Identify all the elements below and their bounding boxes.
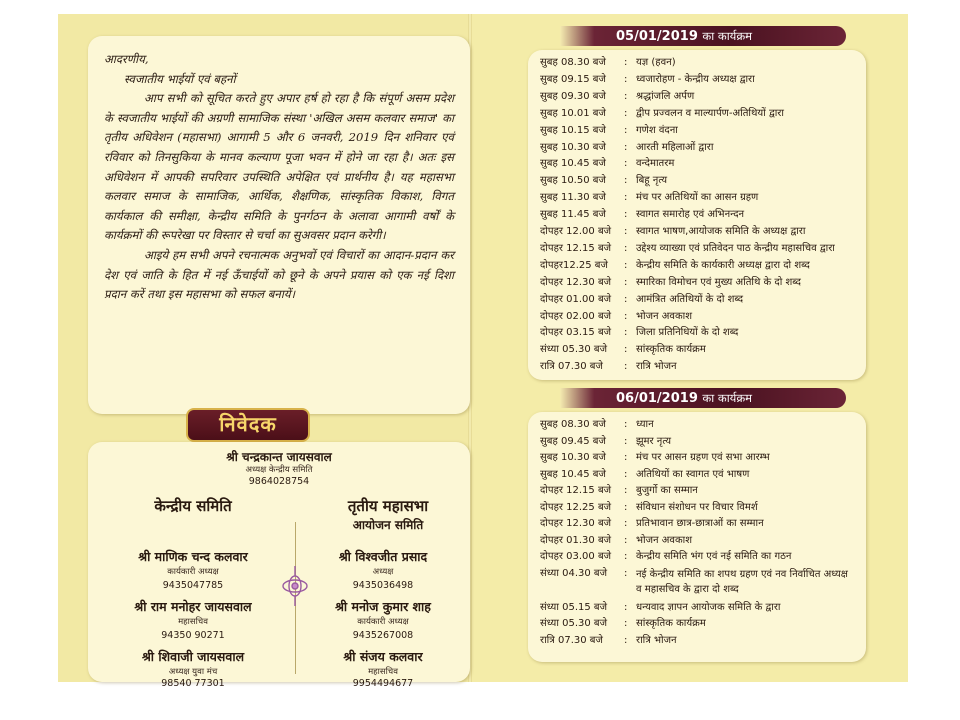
schedule-time: दोपहर 12.30 बजे: [540, 276, 612, 288]
schedule-colon: :: [624, 276, 628, 288]
schedule-colon: :: [624, 293, 628, 305]
schedule-description: स्वागत समारोह एवं अभिनन्दन: [636, 209, 745, 221]
schedule-description: संविधान संशोधन पर विचार विमर्श: [636, 501, 758, 513]
schedule-colon: :: [624, 209, 628, 221]
schedule-description: आरती महिलाओं द्वारा: [636, 141, 714, 153]
member-right-3-phone: 9954494677: [352, 678, 414, 689]
invitation-letter: [88, 36, 470, 414]
schedule-time: सुबह 10.50 बजे: [540, 175, 606, 187]
schedule-time: संध्या 05.30 बजे: [540, 344, 608, 356]
member-right-1-name: श्री विश्वजीत प्रसाद: [338, 549, 428, 564]
schedule-colon: :: [624, 601, 628, 613]
schedule-description: बुजुर्गो का सम्मान: [636, 485, 698, 496]
schedule-colon: :: [624, 192, 628, 204]
schedule-time: सुबह 10.01 बजे: [540, 107, 606, 119]
schedule-description: वन्देमातरम: [636, 158, 675, 170]
member-left-2-phone: 94350 90271: [161, 630, 225, 641]
schedule-time: संध्या 04.30 बजे: [540, 567, 608, 579]
central-committee-heading: केन्द्रीय समिति: [154, 497, 232, 515]
member-left-1-phone: 9435047785: [162, 580, 224, 591]
day2-date: 06/01/2019: [616, 391, 698, 406]
schedule-description: यज्ञ (हवन): [636, 57, 676, 68]
letter-paragraph-1: आप सभी को सूचित करते हुए अपार हर्ष हो रहा है कि संपूर्ण असम प्रदेश के स्वजातीय भाईयों की अग्रणी सामाजिक संस्था 'अखिल असम कलवार समाज' का तृतीय अधिवेशन (महासभा) आगामी 5 और 6 जनवरी, 2019 दिन शनिवार एवं रविवार को तिनसुकिया के मानव कल्याण पूजा भवन में होने जा रहा है। अतः इस अधिवेशन में आपकी सपरिवार उपस्थिति अपेक्षित एवं प्रार्थनीय है। यह महासभा कलवार समाज के सामाजिक, आर्थिक, शैक्षणिक, सांस्कृतिक विकाश, विगत कार्यकाल की समीक्षा, केन्द्रीय समिति के पुनर्गठन के अलावा आगामी वर्षों के कार्यक्रमों की रूपरेखा पर विस्तार से चर्चा का सुअवसर प्रदान करेगी।: [104, 91, 454, 243]
schedule-time: सुबह 10.15 बजे: [540, 124, 606, 136]
schedule-colon: :: [624, 452, 628, 463]
schedule-colon: :: [624, 242, 628, 254]
member-left-1-name: श्री माणिक चन्द कलवार: [138, 549, 248, 564]
member-left-3-name: श्री शिवाजी जायसवाल: [141, 649, 245, 664]
schedule-colon: :: [624, 567, 628, 579]
president-name: श्री चन्द्रकान्त जायसवाल: [226, 450, 332, 464]
schedule-time: रात्रि 07.30 बजे: [540, 361, 603, 373]
schedule-description: सांस्कृतिक कार्यक्रम: [636, 344, 706, 356]
schedule-time: दोपहर 03.15 बजे: [540, 327, 612, 339]
schedule-description: बिहू नृत्य: [636, 175, 668, 187]
schedule-colon: :: [624, 124, 628, 136]
schedule-description: भोजन अवकाश: [636, 534, 693, 546]
schedule-colon: :: [624, 435, 628, 447]
schedule-time: दोपहर 12.15 बजे: [540, 485, 612, 496]
schedule-colon: :: [624, 419, 628, 430]
schedule-time: सुबह 08.30 बजे: [540, 57, 606, 68]
schedule-time: सुबह 08.30 बजे: [540, 419, 606, 430]
schedule-description: नई केन्द्रीय समिति का शपथ ग्रहण एवं नव निर्वाचित अध्यक्ष व महासचिव के द्वारा दो शब्द: [636, 568, 848, 595]
schedule-time: दोपहर 02.00 बजे: [540, 310, 612, 322]
schedule-time: सुबह 10.30 बजे: [540, 452, 606, 463]
schedule-description: धन्यवाद ज्ञापन आयोजक समिति के द्वारा: [636, 601, 781, 613]
schedule-description: ध्वजारोहण - केन्द्रीय अध्यक्ष द्वारा: [636, 73, 755, 85]
schedule-colon: :: [624, 618, 628, 629]
schedule-time: सुबह 09.15 बजे: [540, 73, 606, 85]
schedule-colon: :: [624, 485, 628, 496]
schedule-time: दोपहर 12.25 बजे: [540, 501, 612, 513]
day2-suffix: का कार्यक्रम: [702, 391, 753, 405]
member-right-2-name: श्री मनोज कुमार शाह: [335, 599, 431, 614]
schedule-time: दोपहर12.25 बजे: [540, 259, 608, 271]
schedule-description: स्मारिका विमोचन एवं मुख्य अतिथि के दो शब्द: [636, 276, 801, 288]
schedule-time: दोपहर 12.30 बजे: [540, 518, 612, 529]
schedule-description: केन्द्रीय समिति भंग एवं नई समिति का गठन: [636, 551, 792, 562]
member-right-1-phone: 9435036498: [352, 580, 414, 591]
schedule-time: सुबह 10.30 बजे: [540, 141, 606, 153]
schedule-colon: :: [624, 107, 628, 119]
schedule-description: प्रतिभावान छात्र-छात्राओं का सम्मान: [636, 518, 764, 529]
schedule-time: दोपहर 01.30 बजे: [540, 534, 612, 546]
schedule-description: रात्रि भोजन: [636, 634, 677, 646]
schedule-description: ध्यान: [636, 419, 654, 430]
schedule-description: द्वीप प्रज्वलन व माल्यार्पण-अतिथियों द्वारा: [636, 107, 784, 119]
schedule-description: केन्द्रीय समिति के कार्यकारी अध्यक्ष द्वारा दो शब्द: [636, 259, 810, 271]
schedule-description: झूमर नृत्य: [636, 435, 672, 447]
schedule-colon: :: [624, 634, 628, 646]
president-role: अध्यक्ष केन्द्रीय समिति: [245, 465, 313, 475]
member-right-3-role: महासचिव: [368, 667, 398, 677]
schedule-time: सुबह 11.45 बजे: [540, 209, 606, 221]
day2-header: [560, 388, 846, 408]
schedule-colon: :: [624, 361, 628, 373]
schedule-time: संध्या 05.30 बजे: [540, 618, 608, 629]
member-left-2-name: श्री राम मनोहर जायसवाल: [134, 599, 252, 614]
schedule-time: दोपहर 01.00 बजे: [540, 293, 612, 305]
mahasabha-heading: तृतीय महासभा: [347, 497, 429, 515]
schedule-time: सुबह 10.45 बजे: [540, 158, 606, 170]
schedule-time: सुबह 10.45 बजे: [540, 468, 606, 480]
organizing-committee-subheading: आयोजन समिति: [352, 518, 424, 532]
day1-date: 05/01/2019: [616, 29, 698, 44]
schedule-colon: :: [624, 90, 628, 102]
schedule-colon: :: [624, 468, 628, 480]
president-phone: 9864028754: [248, 476, 310, 487]
schedule-description: आमंत्रित अतिथियों के दो शब्द: [636, 293, 744, 305]
schedule-colon: :: [624, 310, 628, 322]
schedule-time: रात्रि 07.30 बजे: [540, 634, 603, 646]
day1-header: [560, 26, 846, 46]
schedule-description: जिला प्रतिनिधियों के दो शब्द: [636, 327, 739, 339]
schedule-time: सुबह 11.30 बजे: [540, 192, 606, 204]
schedule-time: सुबह 09.45 बजे: [540, 435, 606, 447]
schedule-time: सुबह 09.30 बजे: [540, 90, 606, 102]
schedule-description: मंच पर आसन ग्रहण एवं सभा आरम्भ: [636, 452, 770, 463]
schedule-time: दोपहर 12.15 बजे: [540, 242, 612, 254]
member-right-3-name: श्री संजय कलवार: [343, 649, 423, 664]
day2-schedule: [540, 416, 860, 658]
invitation-card: [58, 14, 908, 689]
schedule-colon: :: [624, 551, 628, 562]
schedule-colon: :: [624, 518, 628, 529]
member-right-2-role: कार्यकारी अध्यक्ष: [357, 617, 409, 627]
schedule-description: मंच पर अतिथियों का आसन ग्रहण: [636, 192, 759, 204]
member-right-2-phone: 9435267008: [352, 630, 414, 641]
schedule-description: स्वागत भाषण,आयोजक समिति के अध्यक्ष द्वारा: [636, 226, 806, 237]
member-left-2-role: महासचिव: [178, 617, 208, 627]
member-right-1-role: अध्यक्ष: [372, 567, 394, 577]
schedule-description: रात्रि भोजन: [636, 361, 677, 373]
day1-schedule-panel: [528, 50, 866, 380]
letter-paragraph-2: आइये हम सभी अपने रचनात्मक अनुभवों एवं विचारों का आदान-प्रदान कर देश एवं जाति के हित में नई ऊँचाईयों को छूने के अपने प्रयास को एक नई दिशा प्रदान करें तथा इस महासभा को सफल बनायें।: [104, 247, 454, 302]
member-left-1-role: कार्यकारी अध्यक्ष: [167, 567, 219, 577]
salutation: आदरणीय,: [104, 52, 149, 66]
day2-schedule-panel: [528, 412, 866, 662]
day1-suffix: का कार्यक्रम: [702, 29, 753, 43]
day1-schedule: [540, 54, 860, 374]
schedule-colon: :: [624, 327, 628, 339]
schedule-description: श्रद्धांजलि अर्पण: [636, 90, 695, 102]
schedule-colon: :: [624, 534, 628, 546]
schedule-colon: :: [624, 57, 628, 68]
schedule-time: दोपहर 03.00 बजे: [540, 551, 612, 562]
schedule-time: दोपहर 12.00 बजे: [540, 226, 612, 237]
schedule-colon: :: [624, 501, 628, 513]
schedule-description: उद्देश्य व्याख्या एवं प्रतिवेदन पाठ केन्द्रीय महासचिव द्वारा: [636, 242, 835, 254]
schedule-colon: :: [624, 141, 628, 153]
schedule-colon: :: [624, 259, 628, 271]
committee-panel: [88, 442, 470, 689]
schedule-description: अतिथियों का स्वागत एवं भाषण: [636, 468, 750, 480]
member-left-3-role: अध्यक्ष युवा मंच: [168, 667, 218, 677]
schedule-description: गणेश वंदना: [636, 124, 678, 136]
schedule-description: भोजन अवकाश: [636, 310, 693, 322]
schedule-colon: :: [624, 158, 628, 170]
schedule-colon: :: [624, 226, 628, 237]
schedule-time: संध्या 05.15 बजे: [540, 601, 608, 613]
schedule-colon: :: [624, 73, 628, 85]
salutation-line2: स्वजातीय भाईयों एवं बहनों: [124, 71, 236, 86]
member-left-3-phone: 98540 77301: [161, 678, 225, 689]
schedule-colon: :: [624, 175, 628, 187]
schedule-colon: :: [624, 344, 628, 356]
schedule-description: सांस्कृतिक कार्यक्रम: [636, 618, 706, 629]
nivedak-badge: निवेदक: [186, 408, 310, 442]
